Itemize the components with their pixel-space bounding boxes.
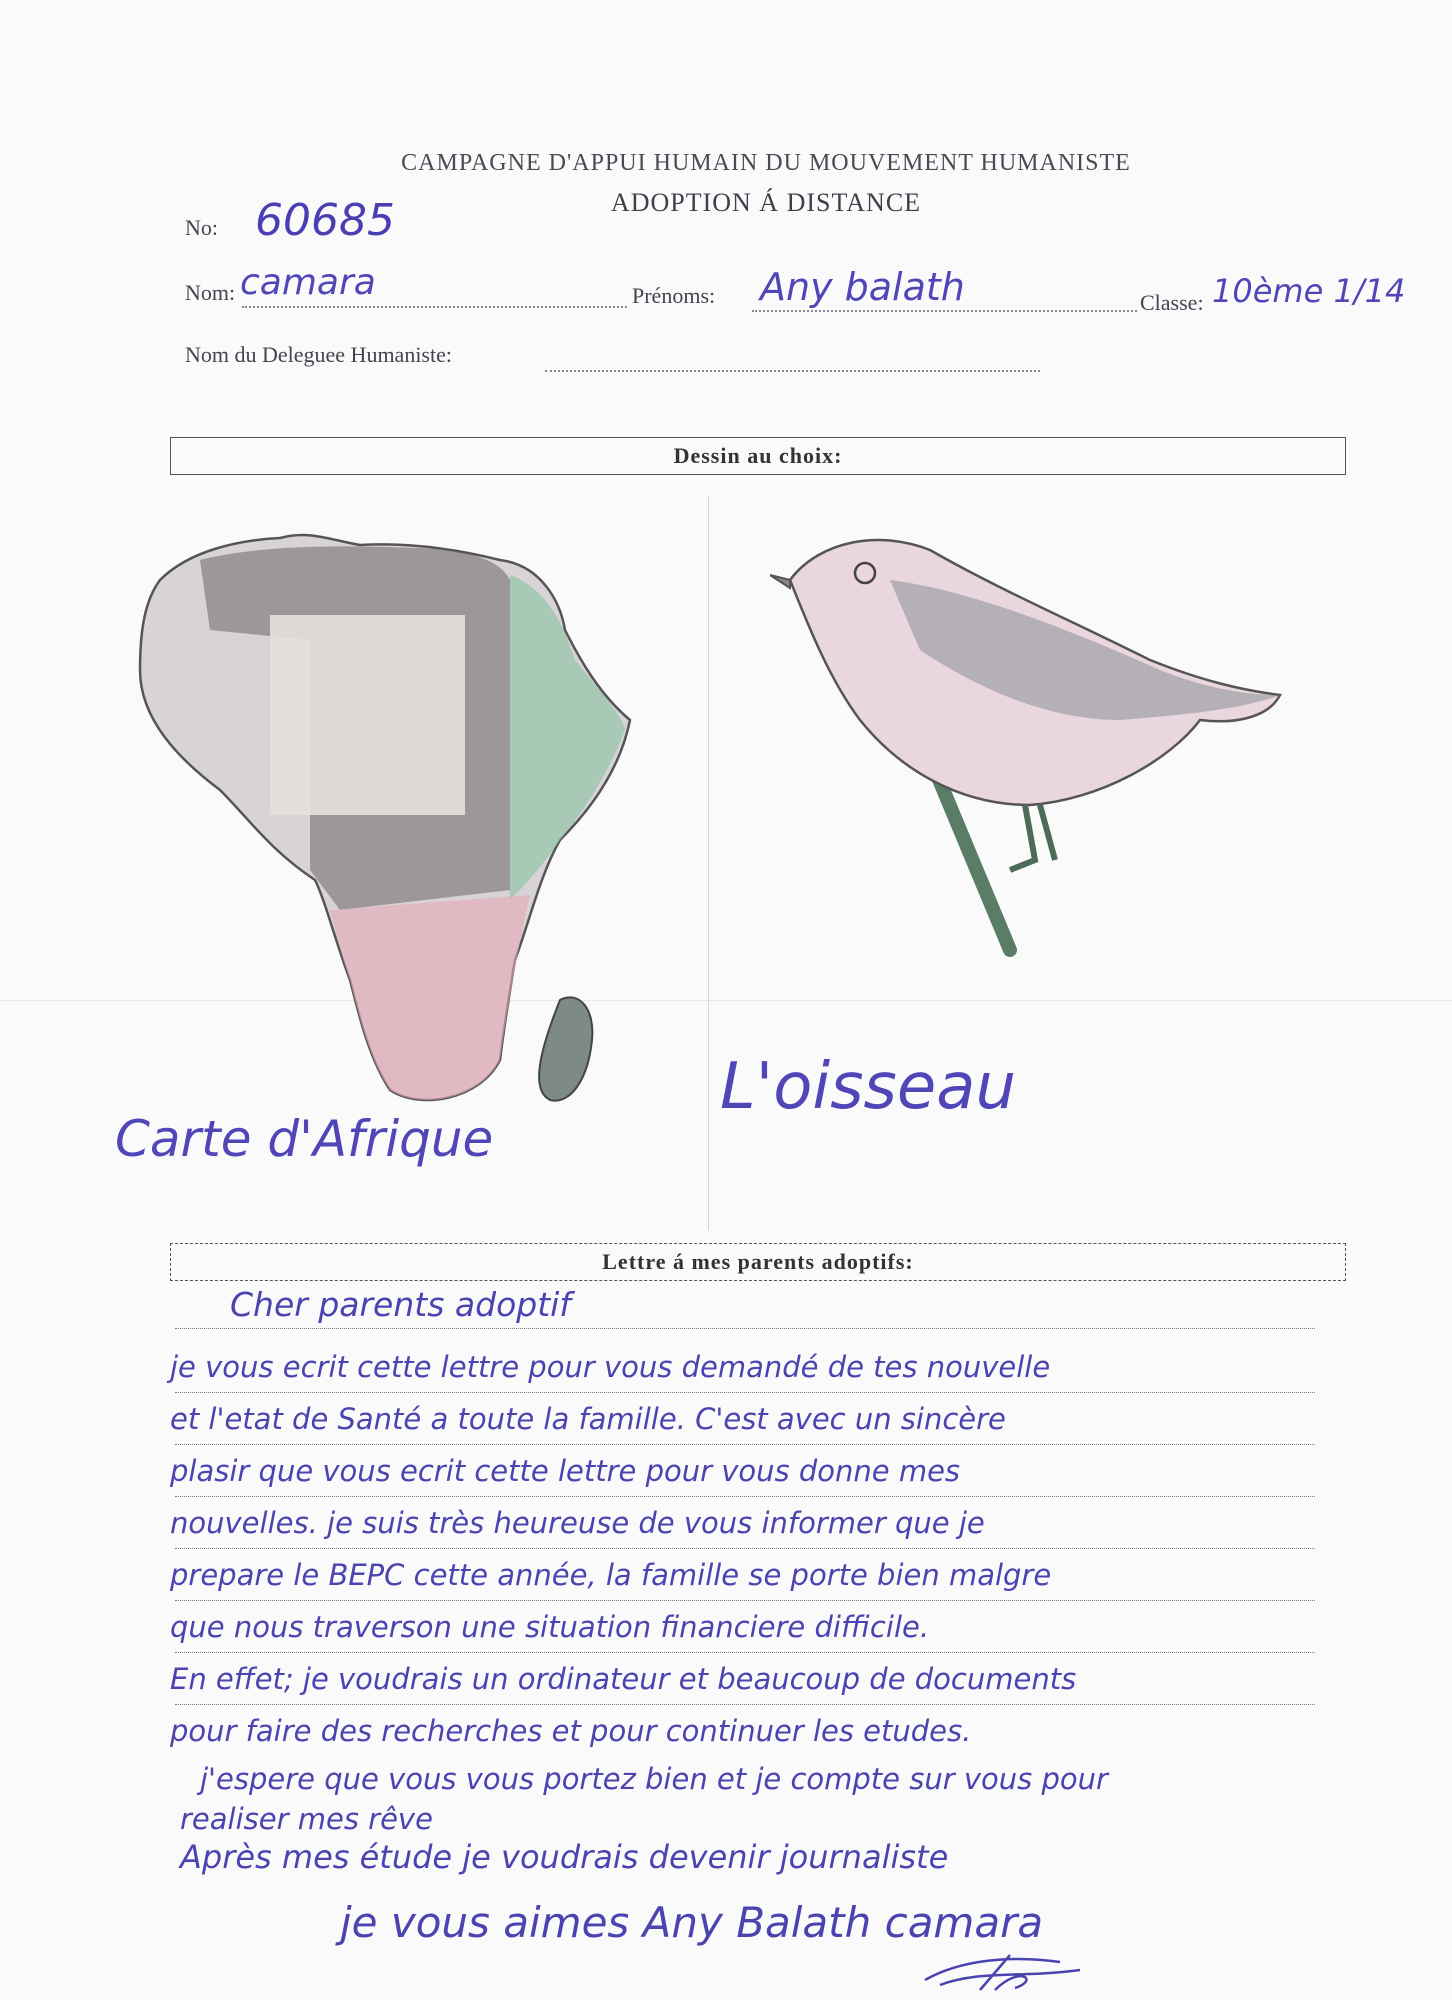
letter-line: realiser mes rêve [180,1802,433,1836]
left-drawing-caption: Carte d'Afrique [115,1110,494,1168]
prenoms-dotted-line [752,310,1137,312]
delegue-label: Nom du Deleguee Humaniste: [185,342,452,367]
letter-line: Après mes étude je voudrais devenir journaliste [180,1838,949,1876]
africa-pink-south [330,895,530,1100]
letter-line: je vous ecrit cette lettre pour vous demandé de tes nouvelle [170,1350,1051,1384]
drawing-section-title: Dessin au choix: [673,443,843,468]
classe-label: Classe: [1140,290,1204,315]
letter-line: nouvelles. je suis très heureuse de vous informer que je [170,1506,985,1540]
letter-rule [175,1444,1315,1445]
africa-map-drawing [120,520,680,1120]
africa-green-east [510,575,625,900]
nom-value: camara [240,262,376,303]
letter-line: prepare le BEPC cette année, la famille se porte bien malgre [170,1558,1052,1592]
letter-line: En effet; je voudrais un ordinateur et beaucoup de documents [170,1662,1077,1696]
letter-rule [175,1704,1315,1705]
letter-rule [175,1652,1315,1653]
no-value: 60685 [255,195,395,246]
letter-greeting: Cher parents adoptif [230,1285,571,1324]
letter-closing: je vous aimes Any Balath camara [340,1898,1044,1947]
nom-dotted-line [242,306,627,308]
classe-value: 10ème 1/14 [1212,272,1406,310]
madagascar-island [539,997,592,1100]
campaign-title: CAMPAGNE D'APPUI HUMAIN DU MOUVEMENT HUMANISTE [401,150,1131,176]
nom-label: Nom: [185,280,236,305]
letter-line: j'espere que vous vous portez bien et je compte sur vous pour [200,1762,1108,1796]
letter-rule [175,1548,1315,1549]
bird-foot [1010,805,1055,870]
adoption-subtitle: ADOPTION Á DISTANCE [610,188,922,217]
prenoms-label: Prénoms: [632,283,716,308]
drawing-section-header [170,437,1346,475]
bird-beak [770,575,790,588]
letter-line: pour faire des recherches et pour continuer les etudes. [170,1714,972,1748]
no-label: No: [185,215,218,240]
letter-section-header [170,1243,1346,1281]
letter-rule [175,1392,1315,1393]
bird-drawing [770,520,1330,960]
letter-line: plasir que vous ecrit cette lettre pour vous donne mes [170,1454,961,1488]
letter-rule [175,1600,1315,1601]
africa-light-square [270,615,465,815]
drawing-divider [708,495,709,1230]
signature [920,1950,1090,1995]
letter-section-title: Lettre á mes parents adoptifs: [602,1249,914,1274]
right-drawing-caption: L'oisseau [720,1050,1017,1124]
prenoms-value: Any balath [760,265,965,309]
letter-rule [175,1328,1315,1329]
letter-rule [175,1496,1315,1497]
letter-line: et l'etat de Santé a toute la famille. C'est avec un sincère [170,1402,1006,1436]
letter-line: que nous traverson une situation financiere difficile. [170,1610,930,1644]
delegue-dotted-line [545,370,1040,372]
